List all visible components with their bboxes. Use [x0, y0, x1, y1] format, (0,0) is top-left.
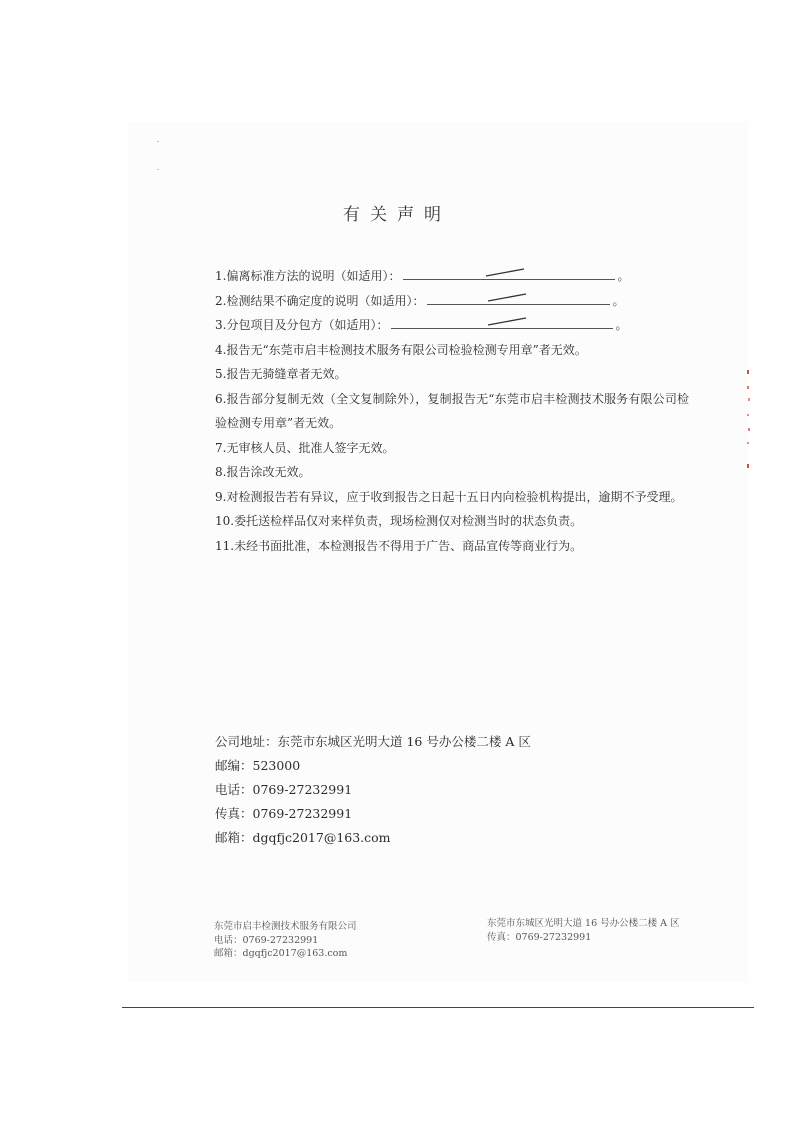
- declaration-item-1: 1.偏离标准方法的说明（如适用）： 。: [215, 269, 630, 283]
- declaration-item-2: 2.检测结果不确定度的说明（如适用）： 。: [215, 293, 625, 308]
- fill-in-blank: [403, 267, 615, 280]
- footer-fax: 传真：0769-27232991: [487, 931, 592, 943]
- footer-email: 邮箱：dgqfjc2017@163.com: [214, 948, 348, 959]
- strike-mark-icon: [485, 268, 525, 278]
- declaration-item-10: 10.委托送检样品仅对来样负责，现场检测仅对检测当时的状态负责。: [215, 514, 583, 528]
- declaration-item-5: 5.报告无骑缝章者无效。: [215, 367, 347, 381]
- declaration-item-11: 11.未经书面批准，本检测报告不得用于广告、商品宣传等商业行为。: [215, 538, 583, 553]
- strike-mark-icon: [487, 293, 527, 303]
- fill-in-blank: [427, 292, 610, 305]
- footer-phone: 电话：0769-27232991: [214, 934, 319, 946]
- fill-in-blank: [391, 316, 613, 329]
- phone: 电话：0769-27232991: [215, 782, 353, 797]
- declaration-item-3: 3.分包项目及分包方（如适用）： 。: [215, 318, 628, 332]
- fax: 传真：0769-27232991: [215, 806, 353, 821]
- declaration-item-6: 6.报告部分复制无效（全文复制除外），复制报告无“东莞市启丰检测技术服务有限公司检验检测专用章”者无效。: [215, 391, 689, 430]
- scan-speck: [157, 141, 159, 142]
- declaration-item-9: 9.对检测报告若有异议，应于收到报告之日起十五日内向检验机构提出，逾期不予受理。: [215, 489, 683, 504]
- declaration-item-7: 7.无审核人员、批准人签字无效。: [215, 440, 395, 455]
- footer-company-info: [214, 920, 357, 961]
- email: 邮箱：dgqfjc2017@163.com: [215, 830, 391, 845]
- footer-divider: [122, 1007, 754, 1008]
- strike-mark-icon: [487, 317, 527, 327]
- seam-stamp-edge-icon: [745, 370, 751, 470]
- declaration-item-8: 8.报告涂改无效。: [215, 465, 311, 479]
- footer-address-info: [487, 917, 680, 944]
- declaration-list: [215, 264, 689, 558]
- footer-address: 东莞市东城区光明大道 16 号办公楼二楼 A 区: [487, 918, 680, 929]
- footer-company-name: 东莞市启丰检测技术服务有限公司: [214, 921, 357, 932]
- contact-info: [215, 730, 531, 850]
- company-address: 公司地址：东莞市东城区光明大道 16 号办公楼二楼 A 区: [215, 734, 531, 749]
- page-title: 有关声明: [343, 205, 451, 225]
- scan-speck: [157, 169, 159, 170]
- declaration-item-4: 4.报告无“东莞市启丰检测技术服务有限公司检验检测专用章”者无效。: [215, 342, 587, 357]
- postcode: 邮编：523000: [215, 758, 301, 773]
